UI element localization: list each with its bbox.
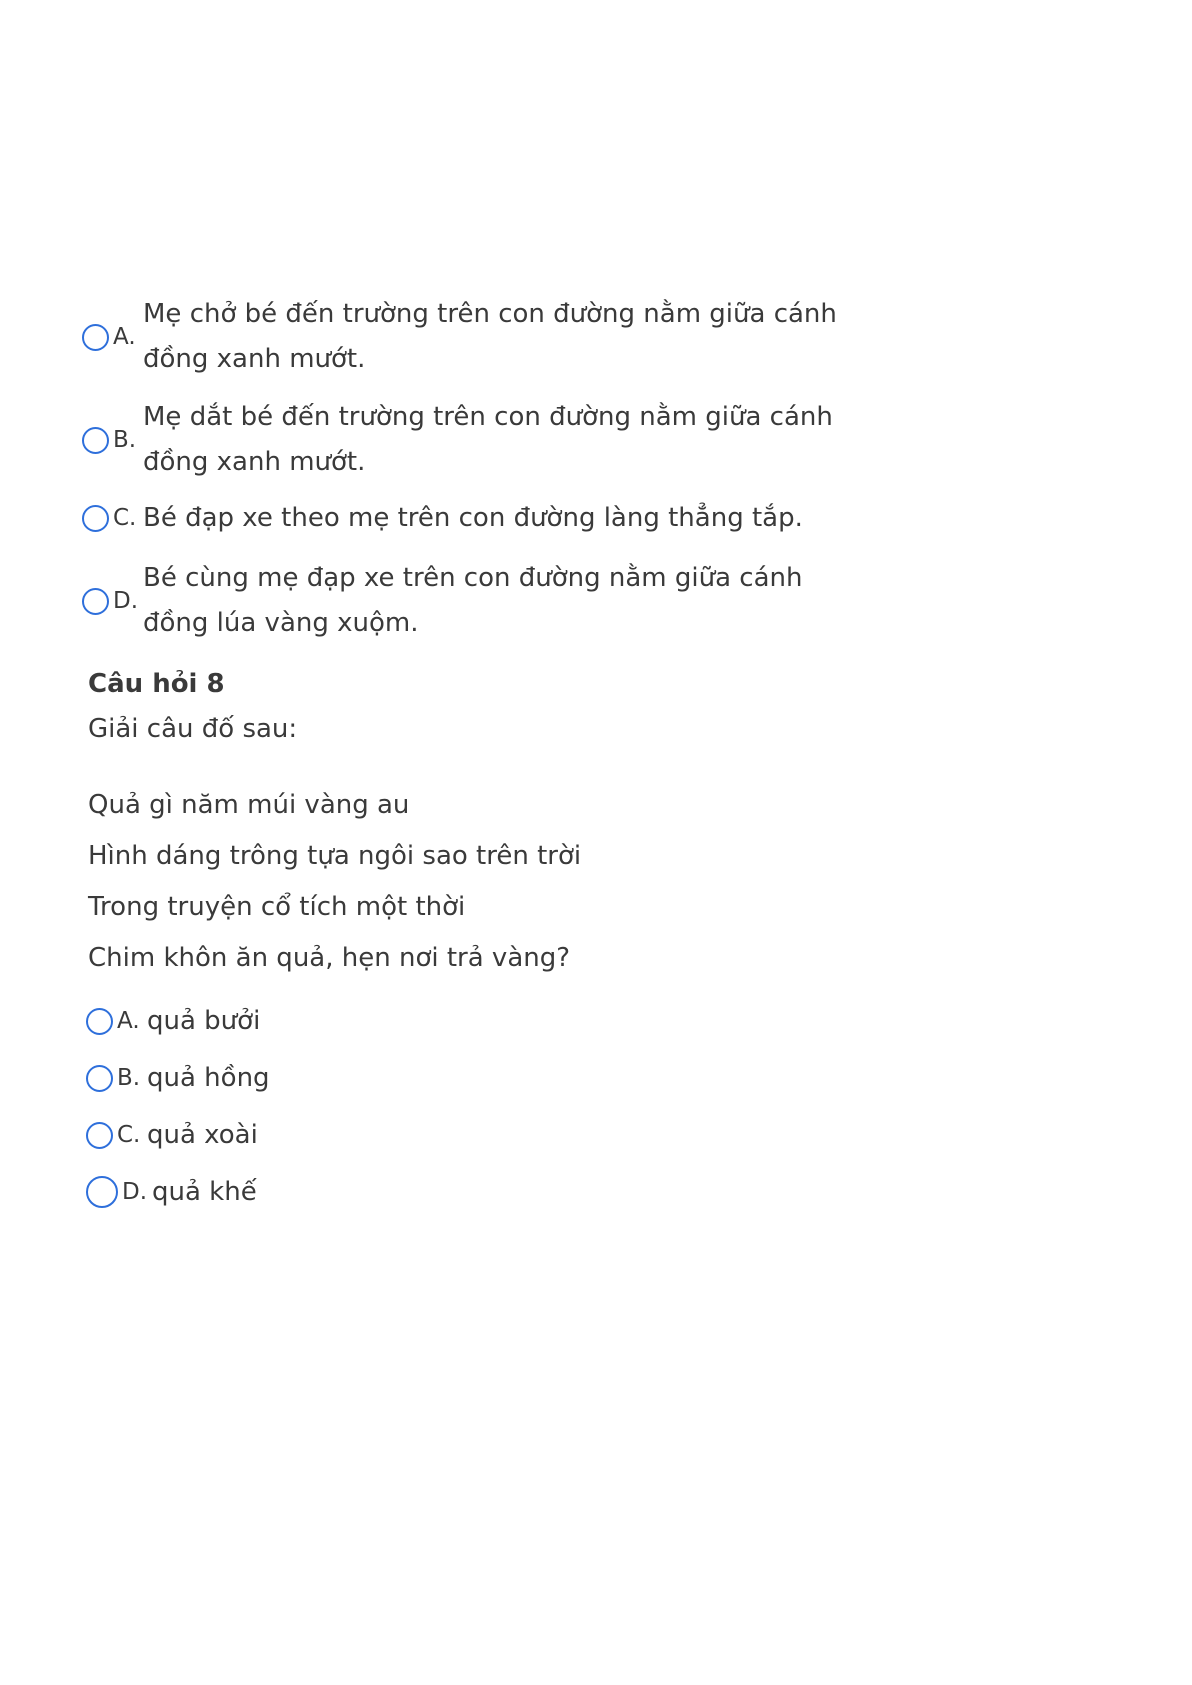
prev-option-b[interactable] (82, 395, 873, 485)
option-text: quả hồng (147, 1063, 270, 1093)
riddle-line: Hình dáng trông tựa ngôi sao trên trời (88, 841, 582, 871)
question-title: Câu hỏi 8 (88, 669, 225, 699)
riddle-line: Quả gì năm múi vàng au (88, 790, 410, 820)
option-letter: C. (117, 1122, 141, 1148)
prev-option-c[interactable] (82, 496, 873, 541)
option-text: Mẹ chở bé đến trường trên con đường nằm giữa cánh đồng xanh mướt. (143, 299, 837, 374)
option-text: Bé đạp xe theo mẹ trên con đường làng thẳng tắp. (143, 503, 803, 533)
prev-option-d[interactable] (82, 556, 873, 646)
option-letter: D. (113, 587, 139, 614)
question-intro: Giải câu đố sau: (88, 714, 298, 744)
option-text: Bé cùng mẹ đạp xe trên con đường nằm giữa cánh đồng lúa vàng xuộm. (143, 563, 803, 638)
radio-icon[interactable] (82, 324, 109, 351)
riddle-line: Trong truyện cổ tích một thời (88, 892, 466, 922)
option-letter: C. (113, 505, 137, 531)
option-letter: A. (117, 1008, 140, 1034)
prev-option-a[interactable] (82, 292, 873, 382)
option-text: quả xoài (147, 1120, 258, 1150)
riddle-line: Chim khôn ăn quả, hẹn nơi trả vàng? (88, 943, 571, 973)
option-letter: A. (113, 323, 136, 350)
option-text: quả khế (152, 1177, 257, 1207)
option-letter: B. (117, 1065, 141, 1091)
radio-icon[interactable] (86, 1065, 113, 1092)
option-letter: B. (113, 426, 137, 453)
riddle-block (88, 785, 581, 989)
radio-icon[interactable] (82, 427, 109, 454)
answer-option-c[interactable] (86, 1115, 877, 1155)
radio-icon[interactable] (82, 588, 109, 615)
option-text: quả bưởi (147, 1006, 261, 1036)
option-text: Mẹ dắt bé đến trường trên con đường nằm giữa cánh đồng xanh mướt. (143, 402, 833, 477)
radio-icon[interactable] (86, 1122, 113, 1149)
radio-icon[interactable] (82, 505, 109, 532)
answer-option-a[interactable] (86, 1001, 877, 1041)
answer-option-b[interactable] (86, 1058, 877, 1098)
radio-icon[interactable] (86, 1176, 118, 1208)
radio-icon[interactable] (86, 1008, 113, 1035)
option-letter: D. (122, 1179, 148, 1205)
answer-option-d[interactable] (86, 1172, 882, 1212)
